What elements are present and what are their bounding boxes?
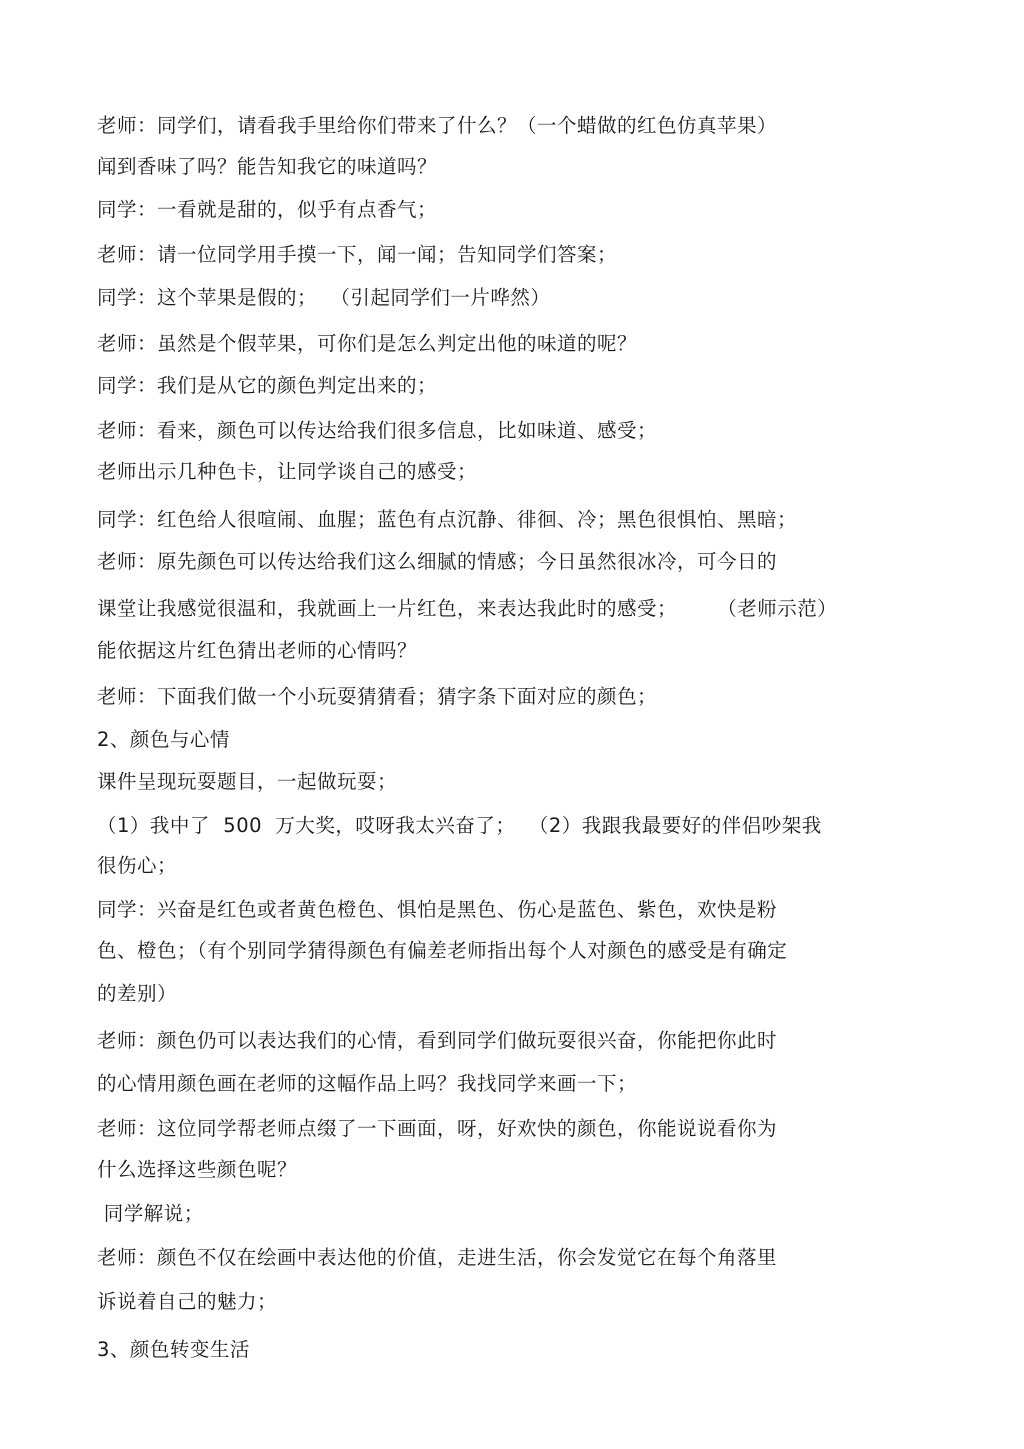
- text-line-25: 什么选择这些颜色呢？: [97, 1158, 298, 1181]
- text-line-20: 色、橙色；（有个别同学猜得颜色有偏差老师指出每个人对颜色的感受是有确定: [97, 939, 788, 962]
- text-line-13: 能依据这片红色猜出老师的心情吗？: [97, 639, 418, 662]
- text-line-22: 老师：颜色仍可以表达我们的心情，看到同学们做玩耍很兴奋，你能把你此时: [97, 1029, 778, 1052]
- text-line-9: 老师出示几种色卡，让同学谈自己的感受；: [97, 460, 478, 483]
- text-line-6: 老师：虽然是个假苹果，可你们是怎么判定出他的味道的呢？: [97, 332, 638, 355]
- text-line-23: 的心情用颜色画在老师的这幅作品上吗？我找同学来画一下；: [97, 1072, 638, 1095]
- text-line-19: 同学：兴奋是红色或者黄色橙色、惧怕是黑色、伤心是蓝色、紫色，欢快是粉: [97, 898, 778, 921]
- text-line-28: 诉说着自己的魅力；: [97, 1290, 278, 1313]
- text-line-24: 老师：这位同学帮老师点缀了一下画面，呀，好欢快的颜色，你能说说看你为: [97, 1117, 778, 1140]
- text-line-21: 的差别）: [97, 982, 178, 1005]
- text-line-4: 老师：请一位同学用手摸一下，闻一闻；告知同学们答案；: [97, 243, 618, 266]
- section-heading-3: 3、颜色转变生活: [97, 1338, 250, 1361]
- text-line-3: 同学：一看就是甜的，似乎有点香气；: [97, 198, 438, 221]
- text-line-1: 老师：同学们，请看我手里给你们带来了什么？（一个蜡做的红色仿真苹果）: [97, 114, 778, 137]
- text-line-18: 很伤心；: [97, 854, 178, 877]
- text-line-10: 同学：红色给人很喧闹、血腥；蓝色有点沉静、徘徊、冷；黑色很惧怕、黑暗；: [97, 508, 798, 531]
- text-line-2: 闻到香味了吗？能告知我它的味道吗？: [97, 155, 438, 178]
- text-line-7: 同学：我们是从它的颜色判定出来的；: [97, 374, 438, 397]
- text-line-14: 老师：下面我们做一个小玩耍猜猜看；猜字条下面对应的颜色；: [97, 685, 658, 708]
- section-heading-2: 2、颜色与心情: [97, 728, 230, 751]
- text-line-16: 课件呈现玩耍题目，一起做玩耍；: [97, 770, 398, 793]
- text-line-26: 同学解说；: [97, 1202, 204, 1225]
- text-line-11: 老师：原先颜色可以传达给我们这么细腻的情感；今日虽然很冰冷，可今日的: [97, 550, 778, 573]
- text-line-17: （1）我中了 500 万大奖，哎呀我太兴奋了； （2）我跟我最要好的伴侣吵架我: [97, 814, 822, 837]
- text-line-8: 老师：看来，颜色可以传达给我们很多信息，比如味道、感受；: [97, 419, 658, 442]
- text-line-27: 老师：颜色不仅在绘画中表达他的价值，走进生活，你会发觉它在每个角落里: [97, 1246, 778, 1269]
- text-line-5: 同学：这个苹果是假的； （引起同学们一片哗然）: [97, 286, 551, 309]
- text-line-12: 课堂让我感觉很温和，我就画上一片红色，来表达我此时的感受； （老师示范）: [97, 597, 838, 620]
